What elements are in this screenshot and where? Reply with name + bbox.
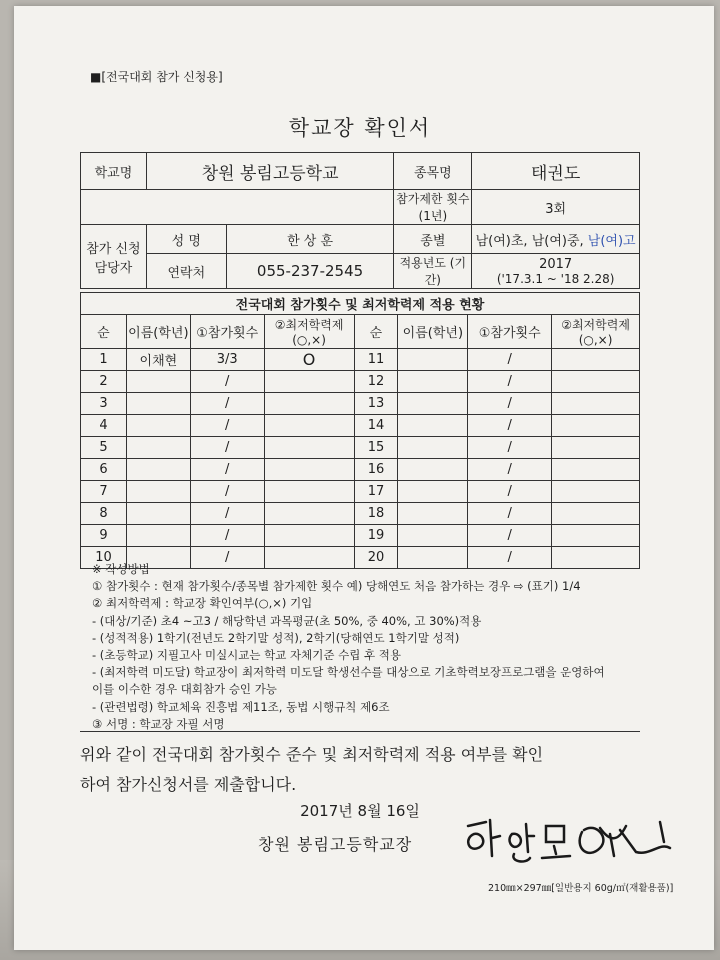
note-line: - (초등학교) 지필고사 미실시교는 학교 자체기준 수립 후 적용 (92, 648, 401, 663)
limit-value: 3회 (472, 190, 640, 225)
year-period: ('17.3.1 ~ '18 2.28) (496, 271, 615, 286)
signer-title: 창원 봉림고등학교장 (258, 835, 413, 854)
handwritten-signature (460, 812, 700, 872)
contact-label: 연락처 (146, 254, 226, 289)
year-label: 적용년도 (기간) (394, 254, 472, 289)
table-row: 10 / 20 / (81, 547, 640, 569)
contact-value: 055-237-2545 (226, 254, 394, 289)
divider (80, 731, 640, 732)
note-line: ③ 서명 : 학교장 자필 서명 (92, 716, 225, 731)
note-heading: ※ 작성방법 (92, 562, 150, 576)
table-row: 6 / 16 / (81, 459, 640, 481)
note-line: ① 참가횟수 : 현재 참가횟수/종목별 참가제한 횟수 예) 당해연도 처음 참가하는 경우 ⇨ (표기) 1/4 (92, 579, 581, 594)
header-count-2: ①참가횟수 (468, 315, 552, 349)
instructions (92, 561, 605, 733)
table-row: 7 / 17 / (81, 481, 640, 503)
closing-line-1: 위와 같이 전국대회 참가횟수 준수 및 최저학력제 적용 여부를 확인 (80, 745, 544, 764)
header-name: 이름(학년) (126, 315, 190, 349)
note-line: - (관련법령) 학교체육 진흥법 제11조, 동법 시행규칙 제6조 (92, 699, 390, 714)
year-cell (472, 254, 640, 289)
note-line: - (성적적용) 1학기(전년도 2학기말 성적), 2학기(당해연도 1학기말 성적) (92, 630, 460, 645)
note-line: - (대상/기준) 초4 ~고3 / 해당학년 과목평균(초 50%, 중 40%, 고 30%)적용 (92, 613, 482, 628)
status-rows (81, 349, 640, 569)
name-label: 성 명 (146, 225, 226, 254)
table-row: 1 이채현 3/3 O 11 / (81, 349, 640, 371)
gender-label: 종별 (394, 225, 472, 254)
note-line: 이를 이수한 경우 대회참가 승인 가능 (92, 682, 277, 697)
note-line: ② 최저학력제 : 학교장 확인여부(○,×) 기입 (92, 596, 313, 611)
header-no-2: 순 (354, 315, 398, 349)
school-value: 창원 봉림고등학교 (146, 153, 394, 190)
document-category: ■[전국대회 참가 신청용] (90, 70, 223, 84)
paper-spec: 210㎜×297㎜[일반용지 60g/㎡(재활용품)] (488, 883, 674, 894)
event-value: 태권도 (472, 153, 640, 190)
note-line: - (최저학력 미도달) 학교장이 최저학력 미도달 학생선수를 대상으로 기초학력보장프로그램을 운영하여 (92, 665, 605, 680)
gender-value: 남(여)초, 남(여)중, 남(여)고 (472, 225, 640, 254)
document-title: 학교장 확인서 (288, 116, 432, 140)
table-row: 8 / 18 / (81, 503, 640, 525)
event-label: 종목명 (394, 153, 472, 190)
status-table (80, 292, 640, 569)
table-row: 5 / 15 / (81, 437, 640, 459)
applicant-label: 참가 신청 담당자 (81, 225, 147, 289)
school-label: 학교명 (81, 153, 147, 190)
table-row: 2 / 12 / (81, 371, 640, 393)
limit-label: 참가제한 횟수(1년) (394, 190, 472, 225)
table-row: 4 / 14 / (81, 415, 640, 437)
status-title: 전국대회 참가횟수 및 최저학력제 적용 현황 (81, 293, 640, 315)
header-no: 순 (81, 315, 127, 349)
closing-statement (80, 740, 543, 800)
closing-line-2: 하여 참가신청서를 제출합니다. (80, 775, 297, 794)
header-rule: ②최저학력제 (○,×) (264, 315, 354, 349)
submission-date: 2017년 8월 16일 (300, 802, 420, 820)
header-rule-2: ②최저학력제 (○,×) (552, 315, 640, 349)
header-name-2: 이름(학년) (398, 315, 468, 349)
year-value: 2017 (539, 256, 573, 272)
header-count: ①참가횟수 (190, 315, 264, 349)
table-row: 9 / 19 / (81, 525, 640, 547)
info-table (80, 152, 640, 289)
table-row: 3 / 13 / (81, 393, 640, 415)
name-value: 한 상 훈 (226, 225, 394, 254)
